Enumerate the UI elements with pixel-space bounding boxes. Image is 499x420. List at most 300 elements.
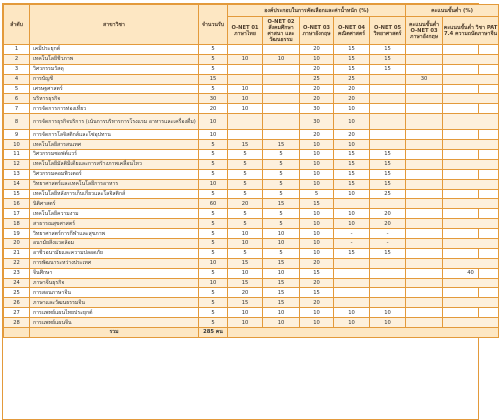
row-onet05: 15 (370, 150, 406, 160)
row-onet05 (370, 199, 406, 209)
row-onet01 (228, 64, 263, 74)
row-order: 28 (4, 318, 30, 328)
row-seats: 5 (199, 169, 228, 179)
row-onet03: 10 (300, 169, 334, 179)
row-onet01: 10 (228, 84, 263, 94)
row-onet03: 10 (300, 150, 334, 160)
row-major: สาธารณสุขศาสตร์ (30, 219, 199, 229)
row-min-onet03 (406, 84, 443, 94)
row-order: 21 (4, 248, 30, 258)
table-row (4, 229, 499, 239)
row-min-pat74 (443, 74, 499, 84)
row-major: วิศวกรรมวัสดุ (30, 64, 199, 74)
row-onet04 (334, 278, 370, 288)
header-onet02: O-NET 02 สังคมศึกษา ศาสนา และวัฒนธรรม (263, 17, 300, 45)
row-onet04: 15 (334, 169, 370, 179)
row-major: การสอนภาษาจีน (30, 288, 199, 298)
row-onet05: 10 (370, 318, 406, 328)
row-min-onet03 (406, 318, 443, 328)
row-min-pat74 (443, 298, 499, 308)
row-major: วิศวกรรมคอมพิวเตอร์ (30, 169, 199, 179)
row-onet05 (370, 140, 406, 150)
row-onet05 (370, 288, 406, 298)
row-onet04: 25 (334, 74, 370, 84)
row-onet04: 15 (334, 150, 370, 160)
row-min-pat74 (443, 258, 499, 268)
row-onet03: 10 (300, 219, 334, 229)
row-seats: 5 (199, 84, 228, 94)
row-onet03: 30 (300, 114, 334, 130)
row-seats: 20 (199, 104, 228, 114)
row-onet02 (263, 74, 300, 84)
row-onet01: 15 (228, 278, 263, 288)
row-order: 23 (4, 268, 30, 278)
row-order: 19 (4, 229, 30, 239)
table-row (4, 159, 499, 169)
header-onet01: O-NET 01 ภาษาไทย (228, 17, 263, 45)
row-order: 5 (4, 84, 30, 94)
row-major: การบัญชี (30, 74, 199, 84)
row-onet03: 30 (300, 104, 334, 114)
row-onet01 (228, 45, 263, 55)
row-onet01: 20 (228, 288, 263, 298)
row-onet02 (263, 45, 300, 55)
row-min-pat74 (443, 318, 499, 328)
row-onet05 (370, 278, 406, 288)
row-min-pat74 (443, 150, 499, 160)
header-onet04: O-NET 04 คณิตศาสตร์ (334, 17, 370, 45)
row-min-onet03 (406, 45, 443, 55)
row-major: การแพทย์แผนจีน (30, 318, 199, 328)
row-order: 12 (4, 159, 30, 169)
row-min-onet03 (406, 140, 443, 150)
row-onet05 (370, 298, 406, 308)
row-seats: 5 (199, 150, 228, 160)
table-row (4, 258, 499, 268)
row-onet02: 5 (263, 248, 300, 258)
row-onet05 (370, 258, 406, 268)
row-onet04: 20 (334, 94, 370, 104)
row-min-onet03 (406, 278, 443, 288)
row-seats: 30 (199, 94, 228, 104)
row-onet02: 10 (263, 318, 300, 328)
row-onet05 (370, 104, 406, 114)
row-min-onet03 (406, 268, 443, 278)
row-onet03: 20 (300, 298, 334, 308)
row-onet05 (370, 130, 406, 140)
row-onet03: 15 (300, 199, 334, 209)
row-seats: 10 (199, 179, 228, 189)
row-min-onet03 (406, 169, 443, 179)
row-major: อาชีวอนามัยและความปลอดภัย (30, 248, 199, 258)
table-row (4, 74, 499, 84)
row-major: อนามัยสิ่งแวดล้อม (30, 239, 199, 249)
row-onet02 (263, 130, 300, 140)
row-onet02: 5 (263, 179, 300, 189)
row-onet02: 10 (263, 239, 300, 249)
row-major: วิศวกรรมซอฟต์แวร์ (30, 150, 199, 160)
row-onet01: 15 (228, 140, 263, 150)
row-onet03: 5 (300, 189, 334, 199)
row-seats: 5 (199, 268, 228, 278)
row-order: 20 (4, 239, 30, 249)
row-min-pat74 (443, 159, 499, 169)
row-onet02: 5 (263, 189, 300, 199)
row-seats: 5 (199, 54, 228, 64)
row-onet02: 15 (263, 140, 300, 150)
table-row (4, 199, 499, 209)
header-onet05: O-NET 05 วิทยาศาสตร์ (370, 17, 406, 45)
row-onet02: 15 (263, 258, 300, 268)
row-onet04: 10 (334, 189, 370, 199)
row-onet02 (263, 84, 300, 94)
row-onet04: 10 (334, 219, 370, 229)
row-onet03: 10 (300, 318, 334, 328)
row-min-onet03 (406, 114, 443, 130)
row-onet04: - (334, 239, 370, 249)
row-onet01: 20 (228, 199, 263, 209)
row-min-pat74 (443, 140, 499, 150)
row-onet05: 15 (370, 169, 406, 179)
row-onet04: 15 (334, 179, 370, 189)
row-min-pat74 (443, 248, 499, 258)
row-onet05 (370, 84, 406, 94)
row-major: เคมีประยุกต์ (30, 45, 199, 55)
row-onet01 (228, 114, 263, 130)
row-onet02: 15 (263, 199, 300, 209)
row-min-pat74 (443, 54, 499, 64)
row-major: เทคโนโลยีมัลติมีเดียและการสร้างภาพเคลื่อนไหว (30, 159, 199, 169)
row-major: เศรษฐศาสตร์ (30, 84, 199, 94)
table-row (4, 219, 499, 229)
row-seats: 60 (199, 199, 228, 209)
row-order: 7 (4, 104, 30, 114)
table-row (4, 140, 499, 150)
row-onet04 (334, 258, 370, 268)
row-min-pat74: 40 (443, 268, 499, 278)
row-onet02: 5 (263, 169, 300, 179)
row-onet03: 20 (300, 130, 334, 140)
row-seats: 5 (199, 219, 228, 229)
table-row (4, 64, 499, 74)
row-seats: 10 (199, 278, 228, 288)
row-order: 27 (4, 308, 30, 318)
row-order: 22 (4, 258, 30, 268)
table-row (4, 189, 499, 199)
admission-table-container (2, 3, 498, 420)
table-row (4, 268, 499, 278)
row-major: การพัฒนาระหว่างประเทศ (30, 258, 199, 268)
table-row (4, 130, 499, 140)
row-onet02 (263, 64, 300, 74)
table-row (4, 84, 499, 94)
row-onet04 (334, 288, 370, 298)
row-onet01 (228, 74, 263, 84)
table-row (4, 318, 499, 328)
row-order: 18 (4, 219, 30, 229)
row-onet02: 10 (263, 308, 300, 318)
header-min-group: คะแนนขั้นต่ำ (%) (406, 5, 499, 17)
row-onet04: 15 (334, 54, 370, 64)
row-seats: 5 (199, 159, 228, 169)
row-onet03: 20 (300, 94, 334, 104)
total-label: รวม (30, 328, 199, 338)
row-onet02: 5 (263, 150, 300, 160)
row-min-onet03 (406, 248, 443, 258)
row-seats: 5 (199, 308, 228, 318)
row-onet05: 15 (370, 64, 406, 74)
row-order: 9 (4, 130, 30, 140)
row-min-pat74 (443, 104, 499, 114)
row-onet03: 20 (300, 258, 334, 268)
header-order: ลำดับ (4, 5, 30, 45)
row-major: ภาษาและวัฒนธรรมจีน (30, 298, 199, 308)
row-onet04: 10 (334, 114, 370, 130)
row-onet02: 5 (263, 209, 300, 219)
row-min-onet03 (406, 159, 443, 169)
table-row (4, 104, 499, 114)
row-major: วิทยาศาสตร์การกีฬาและสุขภาพ (30, 229, 199, 239)
header-major: สาขาวิชา (30, 5, 199, 45)
row-onet05 (370, 94, 406, 104)
row-min-onet03 (406, 219, 443, 229)
row-order: 4 (4, 74, 30, 84)
table-row (4, 179, 499, 189)
row-onet01: 5 (228, 159, 263, 169)
row-min-pat74 (443, 169, 499, 179)
row-order: 16 (4, 199, 30, 209)
row-onet01: 5 (228, 189, 263, 199)
row-min-pat74 (443, 229, 499, 239)
table-row (4, 114, 499, 130)
row-min-onet03 (406, 189, 443, 199)
row-onet04 (334, 268, 370, 278)
row-order: 8 (4, 114, 30, 130)
row-onet02: 5 (263, 219, 300, 229)
header-min-onet03: คะแนนขั้นต่ำ O-NET 03 ภาษาอังกฤษ (406, 17, 443, 45)
row-onet04: 10 (334, 308, 370, 318)
row-onet03: 10 (300, 54, 334, 64)
row-onet04: 15 (334, 159, 370, 169)
row-major: ภาษาจีนธุรกิจ (30, 278, 199, 288)
row-onet05: 15 (370, 179, 406, 189)
row-onet05: 15 (370, 248, 406, 258)
row-seats: 5 (199, 140, 228, 150)
row-seats: 5 (199, 45, 228, 55)
row-major: การจัดการการท่องเที่ยว (30, 104, 199, 114)
row-onet03: 10 (300, 248, 334, 258)
row-min-onet03 (406, 94, 443, 104)
row-onet02: 15 (263, 288, 300, 298)
row-onet01: 15 (228, 258, 263, 268)
row-onet03: 10 (300, 239, 334, 249)
row-major: เทคโนโลยีความงาม (30, 209, 199, 219)
row-min-onet03 (406, 239, 443, 249)
row-seats: 5 (199, 248, 228, 258)
row-onet02: 15 (263, 278, 300, 288)
row-onet02: 15 (263, 298, 300, 308)
row-onet05: 10 (370, 308, 406, 318)
row-onet03: 25 (300, 74, 334, 84)
row-onet05: 15 (370, 159, 406, 169)
row-onet05 (370, 114, 406, 130)
table-row (4, 94, 499, 104)
row-order: 14 (4, 179, 30, 189)
row-onet01: 15 (228, 298, 263, 308)
row-min-pat74 (443, 288, 499, 298)
row-onet04: 20 (334, 84, 370, 94)
row-major: การแพทย์แผนไทยประยุกต์ (30, 308, 199, 318)
row-onet04: 20 (334, 130, 370, 140)
row-min-pat74 (443, 64, 499, 74)
table-row (4, 45, 499, 55)
row-onet02: 10 (263, 268, 300, 278)
row-onet01: 10 (228, 229, 263, 239)
row-onet03: 20 (300, 64, 334, 74)
row-onet03: 10 (300, 159, 334, 169)
row-seats: 15 (199, 74, 228, 84)
row-onet01: 10 (228, 104, 263, 114)
header-seats: จำนวนรับ (199, 5, 228, 45)
row-onet03: 10 (300, 179, 334, 189)
row-onet02 (263, 114, 300, 130)
row-min-pat74 (443, 94, 499, 104)
row-seats: 5 (199, 64, 228, 74)
row-seats: 10 (199, 130, 228, 140)
table-row (4, 54, 499, 64)
row-major: นิติศาสตร์ (30, 199, 199, 209)
table-row (4, 169, 499, 179)
row-order: 24 (4, 278, 30, 288)
row-min-onet03 (406, 150, 443, 160)
row-seats: 5 (199, 239, 228, 249)
row-major: การจัดการธุรกิจบริการ (เน้นการบริหารการโรงแรม อาหารและเครื่องดื่ม) (30, 114, 199, 130)
row-min-pat74 (443, 179, 499, 189)
table-row (4, 298, 499, 308)
row-min-pat74 (443, 199, 499, 209)
row-order: 17 (4, 209, 30, 219)
table-row (4, 209, 499, 219)
row-onet03: 15 (300, 288, 334, 298)
row-min-pat74 (443, 209, 499, 219)
row-onet04: - (334, 229, 370, 239)
row-onet04: 10 (334, 318, 370, 328)
row-onet05: 15 (370, 54, 406, 64)
row-onet01: 10 (228, 94, 263, 104)
row-onet01: 5 (228, 179, 263, 189)
row-onet01: 5 (228, 209, 263, 219)
row-onet05: 25 (370, 189, 406, 199)
row-order: 2 (4, 54, 30, 64)
row-onet01: 5 (228, 150, 263, 160)
row-onet05: - (370, 229, 406, 239)
row-onet02 (263, 104, 300, 114)
table-row (4, 239, 499, 249)
row-major: การจัดการโลจิสติกส์และโซ่อุปทาน (30, 130, 199, 140)
row-min-onet03 (406, 54, 443, 64)
row-onet02: 10 (263, 229, 300, 239)
row-order: 10 (4, 140, 30, 150)
header-onet03: O-NET 03 ภาษาอังกฤษ (300, 17, 334, 45)
table-row (4, 308, 499, 318)
row-onet01: 10 (228, 268, 263, 278)
row-onet05 (370, 74, 406, 84)
row-major: จีนศึกษา (30, 268, 199, 278)
row-min-onet03 (406, 258, 443, 268)
row-seats: 5 (199, 229, 228, 239)
row-onet02 (263, 94, 300, 104)
row-order: 1 (4, 45, 30, 55)
total-value: 285 คน (199, 328, 228, 338)
admission-table (3, 4, 499, 338)
row-onet05 (370, 268, 406, 278)
row-major: เทคโนโลยีหลังการเก็บเกี่ยวและโลจิสติกส์ (30, 189, 199, 199)
row-order: 13 (4, 169, 30, 179)
row-min-onet03 (406, 130, 443, 140)
row-min-onet03 (406, 104, 443, 114)
row-major: บริหารธุรกิจ (30, 94, 199, 104)
row-major: วิทยาศาสตร์และเทคโนโลยีการอาหาร (30, 179, 199, 189)
row-seats: 5 (199, 288, 228, 298)
row-onet05: - (370, 239, 406, 249)
row-onet03: 20 (300, 45, 334, 55)
row-min-onet03 (406, 308, 443, 318)
row-onet04: 15 (334, 248, 370, 258)
row-onet04 (334, 199, 370, 209)
row-onet04: 15 (334, 45, 370, 55)
row-onet04: 10 (334, 140, 370, 150)
row-major: เทคโนโลยีชีวภาพ (30, 54, 199, 64)
table-row (4, 278, 499, 288)
row-major: เทคโนโลยีสารสนเทศ (30, 140, 199, 150)
row-onet04 (334, 298, 370, 308)
row-seats: 5 (199, 318, 228, 328)
row-min-pat74 (443, 114, 499, 130)
row-min-pat74 (443, 239, 499, 249)
row-onet01: 5 (228, 169, 263, 179)
row-onet01: 10 (228, 318, 263, 328)
row-onet03: 20 (300, 84, 334, 94)
row-onet01: 5 (228, 248, 263, 258)
row-onet03: 20 (300, 278, 334, 288)
header-weights-group: องค์ประกอบในการคัดเลือกและค่าน้ำหนัก (%) (228, 5, 406, 17)
row-onet05: 20 (370, 209, 406, 219)
header-min-pat74: คะแนนขั้นต่ำ วิชา PAT 7.4 ความถนัดภาษาจีน (443, 17, 499, 45)
row-onet01 (228, 130, 263, 140)
row-min-onet03 (406, 199, 443, 209)
row-onet05: 20 (370, 219, 406, 229)
row-onet01: 5 (228, 219, 263, 229)
row-min-onet03 (406, 288, 443, 298)
row-onet05: 15 (370, 45, 406, 55)
row-min-onet03 (406, 229, 443, 239)
row-min-pat74 (443, 308, 499, 318)
row-min-onet03 (406, 179, 443, 189)
row-order: 11 (4, 150, 30, 160)
row-onet04: 15 (334, 64, 370, 74)
row-min-pat74 (443, 130, 499, 140)
row-order: 3 (4, 64, 30, 74)
row-min-onet03 (406, 64, 443, 74)
row-order: 6 (4, 94, 30, 104)
row-order: 25 (4, 288, 30, 298)
row-order: 26 (4, 298, 30, 308)
row-min-pat74 (443, 219, 499, 229)
row-min-onet03 (406, 298, 443, 308)
row-onet01: 10 (228, 239, 263, 249)
row-onet04: 10 (334, 209, 370, 219)
row-min-pat74 (443, 189, 499, 199)
